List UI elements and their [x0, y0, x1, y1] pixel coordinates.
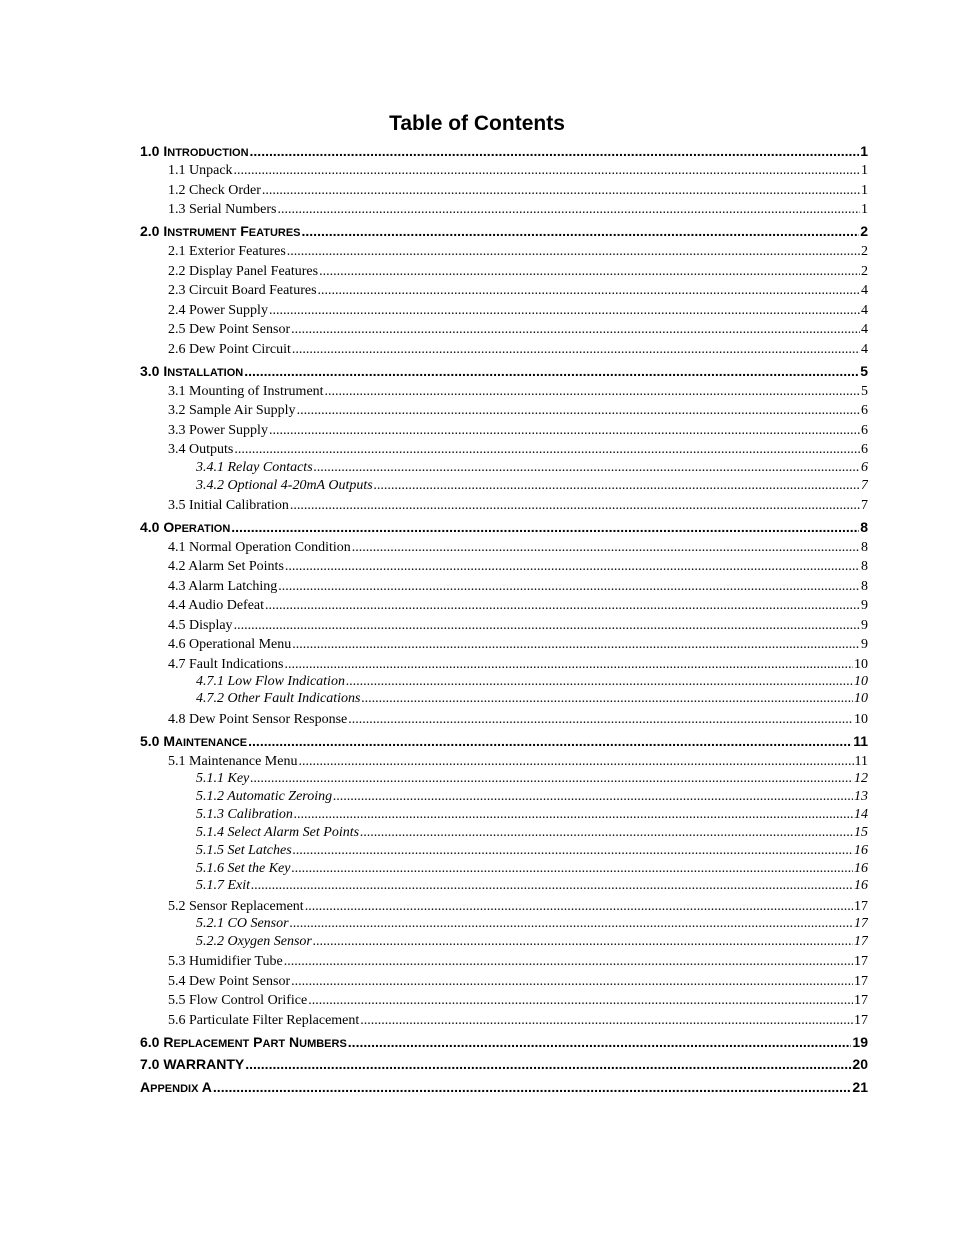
toc-page-number: 17	[854, 899, 868, 914]
toc-page-number: 17	[854, 954, 868, 969]
toc-page-number: 21	[852, 1079, 868, 1095]
dot-leader	[348, 710, 853, 729]
toc-page-number: 4	[861, 322, 868, 337]
toc-entry-title: 5.1.7 Exit	[196, 878, 251, 893]
toc-entry-title: 4.0 OPERATION	[140, 519, 231, 535]
toc-page-number: 2	[860, 223, 868, 239]
toc-entry[interactable]	[168, 616, 868, 635]
toc-entry-title: 2.6 Dew Point Circuit	[168, 342, 291, 357]
toc-entry[interactable]	[168, 655, 868, 674]
toc-entry[interactable]	[168, 262, 868, 281]
toc-entry[interactable]	[168, 301, 868, 320]
dot-leader	[346, 673, 853, 691]
dot-leader	[284, 952, 853, 971]
toc-entry-title: 3.4.1 Relay Contacts	[196, 460, 313, 475]
toc-entry[interactable]	[168, 991, 868, 1010]
toc-page-number: 1	[861, 202, 868, 217]
dot-leader	[250, 142, 860, 161]
toc-entry[interactable]	[168, 340, 868, 359]
toc-entry-title: 2.1 Exterior Features	[168, 244, 286, 259]
toc-entry-title: 4.6 Operational Menu	[168, 637, 292, 652]
toc-entry[interactable]	[140, 518, 868, 537]
toc-page-number: 2	[861, 244, 868, 259]
toc-entry[interactable]	[196, 690, 868, 708]
dot-leader	[374, 477, 860, 495]
toc-entry[interactable]	[196, 915, 868, 933]
toc-page-number: 19	[852, 1034, 868, 1050]
toc-page-number: 16	[854, 878, 868, 893]
toc-page-number: 4	[861, 342, 868, 357]
toc-entry-title: 5.2.1 CO Sensor	[196, 916, 289, 931]
toc-entry[interactable]	[168, 161, 868, 180]
dot-leader	[278, 577, 860, 596]
toc-entry-title: 2.2 Display Panel Features	[168, 264, 319, 279]
dot-leader	[244, 362, 859, 381]
dot-leader	[290, 496, 860, 515]
dot-leader	[234, 616, 860, 635]
toc-entry[interactable]	[168, 538, 868, 557]
dot-leader	[325, 382, 860, 401]
toc-entry-title: 4.4 Audio Defeat	[168, 598, 265, 613]
toc-entry[interactable]	[140, 362, 868, 381]
toc-entry-title: 5.1.3 Calibration	[196, 807, 293, 822]
toc-entry[interactable]	[140, 222, 868, 241]
toc-entry[interactable]	[196, 673, 868, 691]
toc-entry[interactable]	[196, 459, 868, 477]
toc-page-number: 7	[861, 478, 868, 493]
toc-entry-title: 5.5 Flow Control Orifice	[168, 993, 308, 1008]
dot-leader	[277, 200, 860, 219]
toc-entry-title: 4.8 Dew Point Sensor Response	[168, 712, 348, 727]
toc-page-number: 9	[861, 618, 868, 633]
dot-leader	[292, 340, 860, 359]
toc-entry-title: 5.2 Sensor Replacement	[168, 899, 304, 914]
toc-entry[interactable]	[168, 972, 868, 991]
toc-entry-title: 2.4 Power Supply	[168, 303, 268, 318]
toc-entry-title: APPENDIX A	[140, 1079, 212, 1095]
toc-page-number: 17	[854, 974, 868, 989]
toc-entry-title: 5.1.4 Select Alarm Set Points	[196, 825, 360, 840]
toc-entry-title: 4.3 Alarm Latching	[168, 579, 278, 594]
dot-leader	[305, 897, 853, 916]
dot-leader	[362, 690, 854, 708]
toc-entry[interactable]	[140, 1078, 868, 1097]
toc-entry[interactable]	[196, 877, 868, 895]
dot-leader	[298, 752, 853, 771]
toc-entry-title: 1.0 INTRODUCTION	[140, 143, 249, 159]
toc-entry[interactable]	[168, 242, 868, 261]
dot-leader	[297, 401, 860, 420]
dot-leader	[360, 824, 853, 842]
toc-page-number: 8	[861, 559, 868, 574]
dot-leader	[360, 1011, 853, 1030]
toc-entry-title: 1.3 Serial Numbers	[168, 202, 277, 217]
dot-leader	[248, 732, 852, 751]
toc-entry-title: 1.2 Check Order	[168, 183, 261, 198]
toc-entry-title: 3.2 Sample Air Supply	[168, 403, 296, 418]
dot-leader	[291, 972, 853, 991]
dot-leader	[285, 655, 854, 674]
toc-page-number: 17	[854, 934, 868, 949]
toc-page-number: 6	[861, 403, 868, 418]
dot-leader	[293, 842, 853, 860]
toc-page-number: 2	[861, 264, 868, 279]
toc-page-number: 10	[854, 657, 868, 672]
toc-page-number: 8	[861, 579, 868, 594]
dot-leader	[290, 915, 853, 933]
toc-page-number: 1	[861, 163, 868, 178]
toc-page-number: 20	[852, 1056, 868, 1072]
toc-entry[interactable]	[168, 752, 868, 771]
toc-page-number: 4	[861, 283, 868, 298]
toc-entry[interactable]	[168, 320, 868, 339]
toc-entry-title: 4.7.2 Other Fault Indications	[196, 691, 361, 706]
toc-entry[interactable]	[140, 142, 868, 161]
dot-leader	[291, 860, 853, 878]
dot-leader	[348, 1033, 852, 1052]
dot-leader	[251, 877, 853, 895]
toc-page-number: 9	[861, 598, 868, 613]
toc-entry-title: 5.1.6 Set the Key	[196, 861, 291, 876]
page-title: Table of Contents	[389, 112, 565, 135]
toc-entry-title: 2.3 Circuit Board Features	[168, 283, 317, 298]
toc-entry[interactable]	[168, 200, 868, 219]
toc-page-number: 6	[861, 442, 868, 457]
toc-entry-title: 5.6 Particulate Filter Replacement	[168, 1013, 360, 1028]
toc-page-number: 10	[854, 674, 868, 689]
dot-leader	[269, 301, 860, 320]
toc-page-number: 15	[854, 825, 868, 840]
dot-leader	[234, 161, 860, 180]
toc-page-number: 11	[854, 754, 868, 769]
toc-page-number: 17	[854, 916, 868, 931]
toc-entry[interactable]	[168, 421, 868, 440]
toc-entry-title: 3.5 Initial Calibration	[168, 498, 289, 513]
toc-entry-title: 3.1 Mounting of Instrument	[168, 384, 324, 399]
toc-entry-title: 4.7.1 Low Flow Indication	[196, 674, 345, 689]
toc-entry[interactable]	[168, 596, 868, 615]
toc-entry-title: 1.1 Unpack	[168, 163, 233, 178]
toc-page-number: 14	[854, 807, 868, 822]
toc-entry[interactable]	[168, 401, 868, 420]
toc-page-number: 16	[854, 861, 868, 876]
toc-entry-title: 2.5 Dew Point Sensor	[168, 322, 291, 337]
dot-leader	[285, 557, 860, 576]
toc-entry[interactable]	[140, 1033, 868, 1052]
toc-page-number: 8	[861, 540, 868, 555]
dot-leader	[292, 635, 860, 654]
toc-entry[interactable]	[168, 897, 868, 916]
toc-entry[interactable]	[168, 557, 868, 576]
toc-entry[interactable]	[196, 933, 868, 951]
toc-page-number: 1	[860, 143, 868, 159]
dot-leader	[250, 770, 853, 788]
toc-entry-title: 3.0 INSTALLATION	[140, 363, 244, 379]
toc-page-number: 16	[854, 843, 868, 858]
toc-page-number: 11	[853, 733, 868, 749]
toc-entry[interactable]	[140, 1055, 868, 1074]
toc-entry-title: 2.0 INSTRUMENT FEATURES	[140, 223, 301, 239]
dot-leader	[287, 242, 860, 261]
toc-entry-title: 5.1.2 Automatic Zeroing	[196, 789, 333, 804]
toc-page-number: 5	[861, 384, 868, 399]
toc-page-number: 4	[861, 303, 868, 318]
dot-leader	[308, 991, 853, 1010]
toc-entry[interactable]	[168, 181, 868, 200]
toc-entry[interactable]	[168, 577, 868, 596]
dot-leader	[269, 421, 860, 440]
toc-entry-title: 5.2.2 Oxygen Sensor	[196, 934, 312, 949]
toc-entry-title: 4.2 Alarm Set Points	[168, 559, 284, 574]
dot-leader	[318, 281, 860, 300]
toc-page-number: 9	[861, 637, 868, 652]
toc-entry[interactable]	[168, 496, 868, 515]
dot-leader	[333, 788, 853, 806]
toc-entry-title: 4.7 Fault Indications	[168, 657, 284, 672]
toc-entry-title: 5.4 Dew Point Sensor	[168, 974, 291, 989]
toc-page-number: 6	[861, 423, 868, 438]
toc-entry[interactable]	[196, 477, 868, 495]
toc-entry[interactable]	[196, 770, 868, 788]
dot-leader	[352, 538, 860, 557]
toc-entry[interactable]	[168, 382, 868, 401]
toc-page-number: 8	[860, 519, 868, 535]
dot-leader	[262, 181, 860, 200]
dot-leader	[294, 806, 853, 824]
toc-entry[interactable]	[196, 806, 868, 824]
toc-entry[interactable]	[168, 1011, 868, 1030]
toc-entry-title: 5.1.1 Key	[196, 771, 250, 786]
dot-leader	[291, 320, 860, 339]
toc-page-number: 10	[854, 691, 868, 706]
toc-entry-title: 3.4 Outputs	[168, 442, 234, 457]
toc-entry-title: 5.1.5 Set Latches	[196, 843, 292, 858]
toc-page-number: 13	[854, 789, 868, 804]
toc-page-number: 6	[861, 460, 868, 475]
dot-leader	[319, 262, 860, 281]
toc-page-number: 17	[854, 1013, 868, 1028]
toc-entry-title: 5.3 Humidifier Tube	[168, 954, 283, 969]
toc-entry-title: 3.4.2 Optional 4-20mA Outputs	[196, 478, 373, 493]
toc-entry[interactable]	[168, 710, 868, 729]
dot-leader	[213, 1078, 852, 1097]
toc-entry[interactable]	[196, 860, 868, 878]
dot-leader	[231, 518, 859, 537]
toc-entry-title: 7.0 WARRANTY	[140, 1056, 245, 1072]
dot-leader	[265, 596, 860, 615]
toc-entry[interactable]	[168, 635, 868, 654]
toc-entry-title: 6.0 REPLACEMENT PART NUMBERS	[140, 1034, 347, 1050]
toc-page-number: 10	[854, 712, 868, 727]
toc-page-number: 12	[854, 771, 868, 786]
dot-leader	[302, 222, 860, 241]
toc-entry[interactable]	[140, 732, 868, 751]
toc-entry[interactable]	[168, 281, 868, 300]
dot-leader	[313, 933, 853, 951]
toc-entry-title: 5.1 Maintenance Menu	[168, 754, 298, 769]
dot-leader	[314, 459, 860, 477]
toc-page-number: 5	[860, 363, 868, 379]
toc-entry[interactable]	[168, 440, 868, 459]
toc-page-number: 7	[861, 498, 868, 513]
toc-entry[interactable]	[196, 842, 868, 860]
toc-entry[interactable]	[196, 788, 868, 806]
toc-entry-title: 4.1 Normal Operation Condition	[168, 540, 351, 555]
toc-entry[interactable]	[168, 952, 868, 971]
dot-leader	[234, 440, 860, 459]
toc-page-number: 17	[854, 993, 868, 1008]
toc-entry-title: 4.5 Display	[168, 618, 233, 633]
toc-entry-title: 5.0 MAINTENANCE	[140, 733, 248, 749]
toc-page-number: 1	[861, 183, 868, 198]
dot-leader	[245, 1055, 851, 1074]
toc-entry[interactable]	[196, 824, 868, 842]
toc-entry-title: 3.3 Power Supply	[168, 423, 268, 438]
